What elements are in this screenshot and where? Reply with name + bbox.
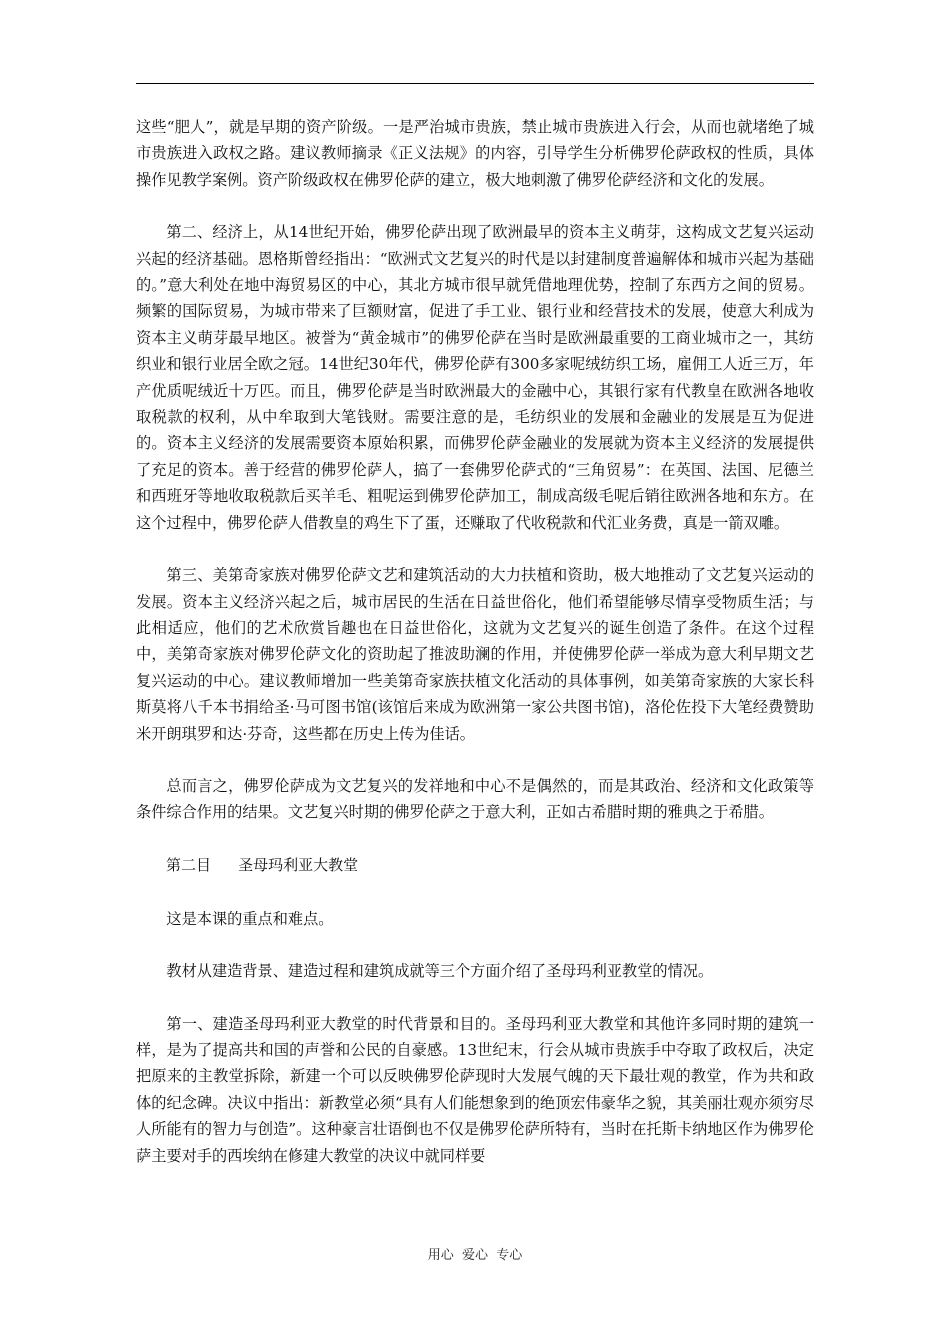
paragraph-summary: 总而言之，佛罗伦萨成为文艺复兴的发祥地和中心不是偶然的，而是其政治、经济和文化政策等条件综合作用的结果。文艺复兴时期的佛罗伦萨之于意大利，正如古希腊时期的雅典之于希腊。 bbox=[136, 776, 814, 822]
paragraph-cathedral-background: 第一、建造圣母玛利亚大教堂的时代背景和目的。圣母玛利亚大教堂和其他许多同时期的建筑一样，是为了提高共和国的声誉和公民的自豪感。13世纪末，行会从城市贵族手中夺取了政权后，决定把原来的主教堂拆除，新建一个可以反映佛罗伦萨现时大发展气魄的天下最壮观的教堂，作为共和政体的纪念碑。决议中指出：新教堂必须“具有人们能想象到的绝顶宏伟豪华之貌，其美丽壮观亦须穷尽人所能有的智力与创造”。这种豪言壮语倒也不仅是佛罗伦萨所特有，当时在托斯卡纳地区作为佛罗伦萨主要对手的西埃纳在修建大教堂的决议中就同样要 bbox=[136, 1014, 814, 1165]
paragraph-key-point: 这是本课的重点和难点。 bbox=[166, 909, 334, 928]
document-body bbox=[136, 114, 814, 1195]
page-footer: 用心 爱心 专心 bbox=[427, 1248, 523, 1263]
section-heading: 第二目 圣母玛利亚大教堂 bbox=[166, 855, 359, 874]
header-rule bbox=[136, 83, 814, 84]
paragraph-textbook-intro: 教材从建造背景、建造过程和建筑成就等三个方面介绍了圣母玛利亚教堂的情况。 bbox=[166, 962, 714, 981]
paragraph-fat-people: 这些“肥人”，就是早期的资产阶级。一是严治城市贵族，禁止城市贵族进入行会，从而也就堵绝了城市贵族进入政权之路。建议教师摘录《正义法规》的内容，引导学生分析佛罗伦萨政权的性质，具体操作见教学案例。资产阶级政权在佛罗伦萨的建立，极大地刺激了佛罗伦萨经济和文化的发展。 bbox=[136, 118, 814, 189]
paragraph-economy: 第二、经济上，从14世纪开始，佛罗伦萨出现了欧洲最早的资本主义萌芽，这构成文艺复兴运动兴起的经济基础。恩格斯曾经指出：“欧洲式文艺复兴的时代是以封建制度普遍解体和城市兴起为基础的。”意大利处在地中海贸易区的中心，其北方城市很早就凭借地理优势，控制了东西方之间的贸易。频繁的国际贸易，为城市带来了巨额财富，促进了手工业、银行业和经营技术的发展，使意大利成为资本主义萌芽最早地区。被誉为“黄金城市”的佛罗伦萨在当时是欧洲最重要的工商业城市之一，其纺织业和银行业居全欧之冠。14世纪30年代，佛罗伦萨有300多家呢绒纺织工场，雇佣工人近三万，年产优质呢绒近十万匹。而且，佛罗伦萨是当时欧洲最大的金融中心，其银行家有代教皇在欧洲各地收取税款的权利，从中牟取到大笔钱财。需要注意的是，毛纺织业的发展和金融业的发展是互为促进的。资本主义经济的发展需要资本原始积累，而佛罗伦萨金融业的发展就为资本主义经济的发展提供了充足的资本。善于经营的佛罗伦萨人，搞了一套佛罗伦萨式的“三角贸易”：在英国、法国、尼德兰和西班牙等地收取税款后买羊毛、粗呢运到佛罗伦萨加工，制成高级毛呢后销往欧洲各地和东方。在这个过程中，佛罗伦萨人借教皇的鸡生下了蛋，还赚取了代收税款和代汇业务费，真是一箭双雕。 bbox=[136, 223, 814, 532]
paragraph-medici: 第三、美第奇家族对佛罗伦萨文艺和建筑活动的大力扶植和资助，极大地推动了文艺复兴运动的发展。资本主义经济兴起之后，城市居民的生活在日益世俗化，他们希望能够尽情享受物质生活；与此相适应，他们的艺术欣赏旨趣也在日益世俗化，这就为文艺复兴的诞生创造了条件。在这个过程中，美第奇家族对佛罗伦萨文化的资助起了推波助澜的作用，并使佛罗伦萨一举成为意大利早期文艺复兴运动的中心。建议教师增加一些美第奇家族扶植文化活动的具体事例，如美第奇家族的大家长科斯莫将八千本书捐给圣·马可图书馆(该馆后来成为欧洲第一家公共图书馆)，洛伦佐投下大笔经费赞助米开朗琪罗和达·芬奇，这些都在历史上传为佳话。 bbox=[136, 566, 814, 743]
